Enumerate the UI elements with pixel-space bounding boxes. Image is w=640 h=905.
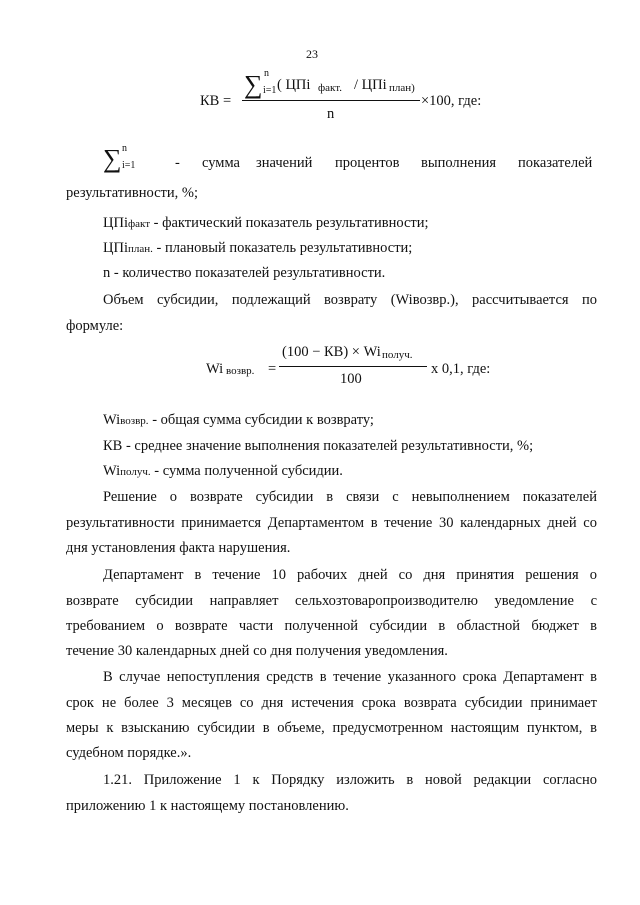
page-number: 23: [306, 47, 318, 61]
formula-kb-slash: / ЦПi: [354, 77, 387, 93]
p121-line-2: приложению 1 к настоящему постановлению.: [66, 798, 349, 814]
sigma-def-dash: -: [175, 155, 180, 171]
formula-kb-num-open: ( ЦПi: [277, 77, 311, 93]
nonreceipt-line-4: судебном порядке.».: [66, 745, 192, 761]
formula-kb-sigma-bottom: i=1: [263, 85, 277, 96]
volume-line-2: формуле:: [66, 318, 124, 334]
def-w-recv-sub: получ.: [120, 466, 151, 478]
sigma-def-word-1: сумма: [202, 155, 240, 171]
sigma-def-cont: результативности, %;: [66, 185, 198, 201]
formula-kb-sigma: ∑: [244, 70, 263, 99]
def-w-return-main: Wi: [103, 412, 121, 428]
def-plan-rest: - плановый показатель результативности;: [152, 240, 413, 256]
department-line-1: Департамент в течение 10 рабочих дней со дня принятия решения о: [103, 567, 597, 583]
def-kb: КВ - среднее значение выполнения показателей результативности, %;: [103, 438, 534, 454]
formula-kb-plan-sub: план): [389, 82, 415, 94]
formula-kb-fakt-sub: факт.: [318, 82, 342, 94]
department-line-2: возврате субсидии направляет сельхозтоваропроизводителю уведомление с: [66, 593, 597, 609]
formula-w-tail: x 0,1, где:: [431, 361, 491, 377]
formula-kb-lhs: КВ =: [200, 93, 232, 109]
formula-w-lhs-main: Wi: [206, 361, 224, 377]
formula-w-eq: =: [268, 361, 277, 377]
sigma-def-word-5: показателей: [518, 155, 593, 171]
sigma-def-word-2: значений: [256, 155, 313, 171]
decision-line-3: дня установления факта нарушения.: [66, 540, 291, 556]
def-fakt-rest: - фактический показатель результативности;: [150, 215, 429, 231]
formula-kb-sigma-top: n: [264, 68, 269, 79]
def-n: n - количество показателей результативности.: [103, 265, 386, 281]
p121-line-1: 1.21. Приложение 1 к Порядку изложить в новой редакции согласно: [103, 772, 597, 788]
sigma-def-top: n: [122, 143, 127, 154]
def-plan: [103, 240, 412, 257]
nonreceipt-line-1: В случае непоступления средств в течение указанного срока Департамент в: [103, 669, 597, 685]
nonreceipt-line-3: меры к взысканию субсидии в объеме, предусмотренном настоящим пунктом, в: [66, 720, 597, 736]
formula-w-denominator: 100: [340, 371, 362, 387]
formula-w-numerator: (100 − КВ) × Wi: [282, 344, 381, 360]
sigma-def-word-4: выполнения: [421, 155, 497, 171]
formula-kb-denominator: n: [327, 106, 335, 122]
def-plan-main: ЦПi: [103, 240, 128, 256]
def-w-return: [103, 412, 374, 429]
volume-line-1: Объем субсидии, подлежащий возврату (Wiвозвр.), рассчитывается по: [103, 292, 597, 308]
formula-kb-fraction-line: [242, 100, 420, 101]
def-w-recv-main: Wi: [103, 463, 121, 479]
def-w-recv-rest: - сумма полученной субсидии.: [150, 463, 343, 479]
formula-w-fraction-line: [279, 366, 427, 367]
sigma-def-word-3: процентов: [335, 155, 400, 171]
def-w-return-rest: - общая сумма субсидии к возврату;: [148, 412, 374, 428]
nonreceipt-line-2: срок не более 3 месяцев со дня истечения срока возврата субсидии принимает: [66, 695, 597, 711]
decision-line-2: результативности принимается Департаментом в течение 30 календарных дней со: [66, 515, 597, 531]
def-fakt-main: ЦПi: [103, 215, 128, 231]
decision-line-1: Решение о возврате субсидии в связи с невыполнением показателей: [103, 489, 597, 505]
sigma-def-bottom: i=1: [122, 160, 136, 171]
formula-w-lhs-sub: возвр.: [226, 365, 255, 377]
sigma-def-symbol: ∑: [103, 144, 122, 173]
def-w-return-sub: возвр.: [120, 415, 149, 427]
def-fakt-sub: факт: [127, 218, 151, 230]
formula-w-num-sub: получ.: [382, 349, 413, 361]
department-line-4: течение 30 календарных дней со дня получения уведомления.: [66, 643, 448, 659]
def-fakt: [103, 215, 429, 232]
department-line-3: требованием о возврате части полученной субсидии в областной бюджет в: [66, 618, 597, 634]
def-w-recv: [103, 463, 343, 480]
def-plan-sub: план.: [127, 243, 153, 255]
formula-kb-tail: ×100, где:: [421, 93, 482, 109]
